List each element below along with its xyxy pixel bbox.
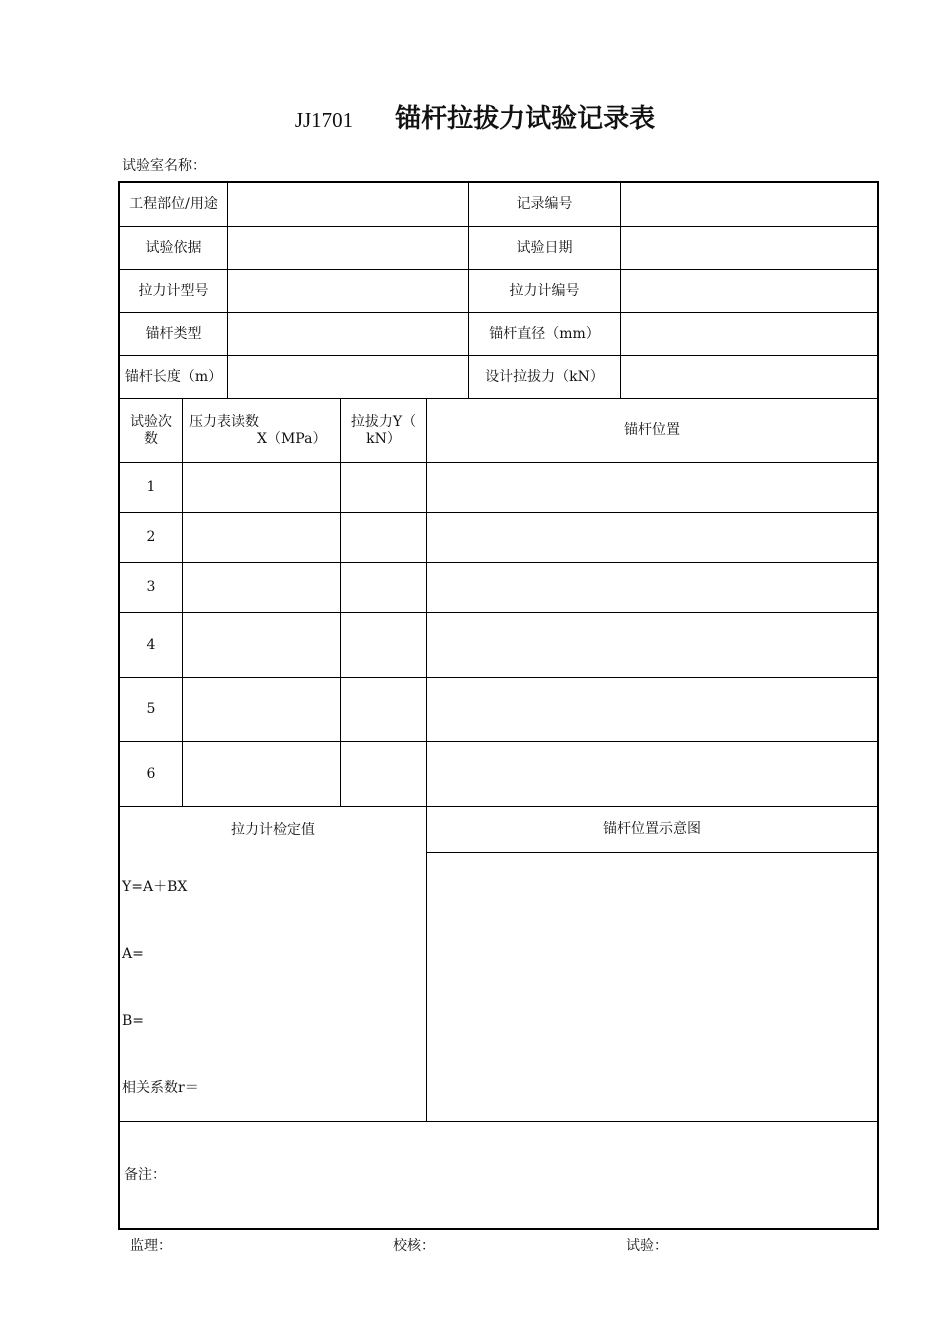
document-title-line (0, 98, 950, 135)
lab-name-label: 试验室名称： (122, 158, 206, 174)
cell-force[interactable] (340, 562, 426, 612)
value-anchor-length[interactable] (227, 355, 468, 398)
header-pullout-force-line2: kN） (366, 431, 401, 447)
cell-position[interactable] (426, 612, 877, 677)
calibration-section (120, 806, 426, 1121)
label-project-location: 工程部位/用途 (129, 196, 218, 212)
form-title: 锚杆拉拔力试验记录表 (395, 104, 656, 134)
value-anchor-type[interactable] (227, 312, 468, 355)
value-gauge-model[interactable] (227, 269, 468, 312)
row-number: 2 (120, 512, 182, 562)
value-project-location[interactable] (227, 183, 468, 226)
row-number: 1 (120, 462, 182, 512)
calibration-b[interactable]: B= (122, 1013, 145, 1029)
header-pullout-force-line1: 拉拔力Y（ (350, 414, 417, 430)
diagram-area[interactable] (427, 853, 877, 1121)
cell-position[interactable] (426, 512, 877, 562)
cell-position[interactable] (426, 562, 877, 612)
value-design-pullout[interactable] (620, 355, 877, 398)
cell-position[interactable] (426, 741, 877, 806)
value-test-basis[interactable] (227, 226, 468, 269)
label-anchor-type: 锚杆类型 (120, 312, 227, 355)
value-gauge-number[interactable] (620, 269, 877, 312)
value-test-date[interactable] (620, 226, 877, 269)
signature-checker: 校核： (393, 1238, 435, 1254)
calibration-formula: Y=A＋BX (122, 879, 188, 895)
header-pullout-force (340, 398, 426, 462)
row-number: 6 (120, 741, 182, 806)
header-test-count-text: 试验次数 (130, 414, 172, 447)
header-anchor-position: 锚杆位置 (426, 398, 877, 462)
calibration-r[interactable]: 相关系数r＝ (122, 1080, 199, 1096)
remarks-section[interactable] (120, 1121, 877, 1228)
label-test-basis: 试验依据 (120, 226, 227, 269)
row-number: 5 (120, 677, 182, 741)
cell-force[interactable] (340, 462, 426, 512)
diagram-title: 锚杆位置示意图 (427, 807, 877, 853)
cell-force[interactable] (340, 677, 426, 741)
label-design-pullout: 设计拉拔力（kN） (468, 355, 620, 398)
label-record-number: 记录编号 (468, 183, 620, 226)
header-gauge-reading-line2: X（MPa） (257, 431, 327, 447)
header-gauge-reading (182, 398, 340, 462)
record-form (118, 181, 879, 1230)
calibration-title: 拉力计检定值 (231, 821, 315, 838)
row-number: 4 (120, 612, 182, 677)
cell-force[interactable] (340, 512, 426, 562)
cell-position[interactable] (426, 677, 877, 741)
row-number: 3 (120, 562, 182, 612)
header-gauge-reading-line1: 压力表读数 (189, 414, 259, 430)
label-anchor-diameter: 锚杆直径（mm） (468, 312, 620, 355)
cell-reading[interactable] (182, 562, 340, 612)
cell-reading[interactable] (182, 512, 340, 562)
calibration-a[interactable]: A= (122, 946, 144, 962)
cell-force[interactable] (340, 741, 426, 806)
value-anchor-diameter[interactable] (620, 312, 877, 355)
cell-position[interactable] (426, 462, 877, 512)
label-gauge-model: 拉力计型号 (120, 269, 227, 312)
label-test-date: 试验日期 (468, 226, 620, 269)
remarks-label: 备注： (124, 1167, 166, 1183)
cell-reading[interactable] (182, 677, 340, 741)
label-anchor-length: 锚杆长度（m） (120, 355, 227, 398)
label-gauge-number: 拉力计编号 (468, 269, 620, 312)
cell-reading[interactable] (182, 741, 340, 806)
signature-supervisor: 监理： (130, 1238, 172, 1254)
cell-force[interactable] (340, 612, 426, 677)
value-record-number[interactable] (620, 183, 877, 226)
cell-reading[interactable] (182, 462, 340, 512)
header-test-count (120, 398, 182, 462)
signature-tester: 试验： (626, 1238, 668, 1254)
form-code: JJ1701 (294, 108, 354, 132)
diagram-section (426, 806, 877, 1121)
cell-reading[interactable] (182, 612, 340, 677)
